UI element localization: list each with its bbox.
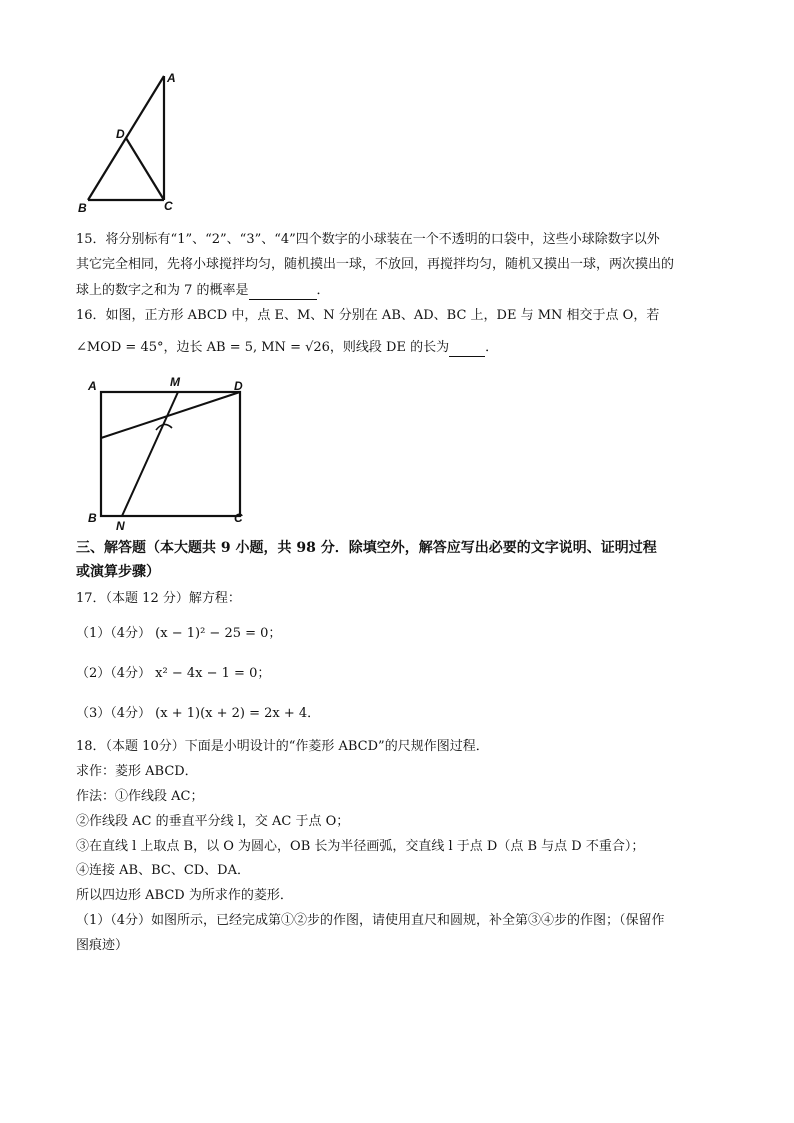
segment-mn: [122, 392, 178, 516]
triangle-figure: [72, 68, 192, 218]
section3-heading-line2: 或演算步骤）: [76, 564, 160, 580]
angle-arc: [156, 424, 172, 430]
label-a: A: [88, 379, 97, 393]
label-c: C: [164, 199, 173, 213]
segment-dc: [126, 138, 164, 200]
q17-part1: （1）（4分） (x − 1)² − 25 = 0；: [76, 626, 282, 641]
label-b: B: [88, 511, 97, 525]
label-c: C: [234, 511, 243, 525]
label-d: D: [234, 379, 243, 393]
q18-part1-line2: 图痕迹）: [76, 938, 129, 953]
label-a: A: [167, 71, 176, 85]
q16-line2-end: ．: [485, 340, 499, 355]
label-m: M: [170, 375, 180, 389]
q17-part2: （2）（4分） x² − 4x − 1 = 0；: [76, 666, 271, 681]
label-n: N: [116, 519, 125, 532]
q16-line2: [76, 338, 498, 357]
q18-title: 18．（本题 10分）下面是小明设计的“作菱形 ABCD”的尺规作图过程．: [76, 739, 489, 754]
square-figure: [84, 372, 254, 532]
q18-conclusion: 所以四边形 ABCD 为所求作的菱形．: [76, 888, 293, 903]
q17-part3: （3）（4分） (x + 1)(x + 2) = 2x + 4．: [76, 706, 321, 721]
q18-method-step1: 作法：①作线段 AC；: [76, 789, 204, 804]
q15-answer-blank[interactable]: [249, 281, 317, 300]
q18-part1-line1: （1）（4分）如图所示，已经完成第①②步的作图，请使用直尺和圆规，补全第③④步的作图；（保留作: [76, 913, 665, 928]
label-b: B: [78, 201, 87, 215]
q15-line1: 15．将分别标有“1”、“2”、“3”、“4”四个数字的小球装在一个不透明的口袋中，这些小球除数字以外: [76, 232, 660, 247]
segment-de: [101, 392, 240, 438]
q15-line3-end: ．: [316, 283, 330, 298]
q15-line3-text: 球上的数字之和为 7 的概率是: [76, 283, 249, 298]
q17-title: 17．（本题 12 分）解方程：: [76, 591, 241, 606]
q18-requirement: 求作：菱形 ABCD．: [76, 764, 198, 779]
q18-step4: ④连接 AB、BC、CD、DA．: [76, 863, 250, 878]
q18-step2: ②作线段 AC 的垂直平分线 l，交 AC 于点 O；: [76, 814, 350, 829]
q16-answer-blank[interactable]: [449, 338, 485, 357]
label-d: D: [116, 127, 125, 141]
q16-line2-text: ∠MOD = 45°，边长 AB = 5, MN = √26，则线段 DE 的长为: [76, 340, 450, 355]
q18-step3: ③在直线 l 上取点 B，以 O 为圆心，OB 长为半径画弧，交直线 l 于点 D（点 B 与点 D 不重合）；: [76, 839, 645, 854]
section3-heading-line1: 三、解答题（本大题共 9 小题，共 98 分．除填空外，解答应写出必要的文字说明、证明过程: [76, 540, 657, 556]
q15-line2: 其它完全相同，先将小球搅拌均匀，随机摸出一球，不放回，再搅拌均匀，随机又摸出一球，两次摸出的: [76, 257, 675, 272]
q15-line3: [76, 281, 330, 300]
q16-line1: 16．如图，正方形 ABCD 中，点 E、M、N 分别在 AB、AD、BC 上，DE 与 MN 相交于点 O，若: [76, 308, 660, 323]
